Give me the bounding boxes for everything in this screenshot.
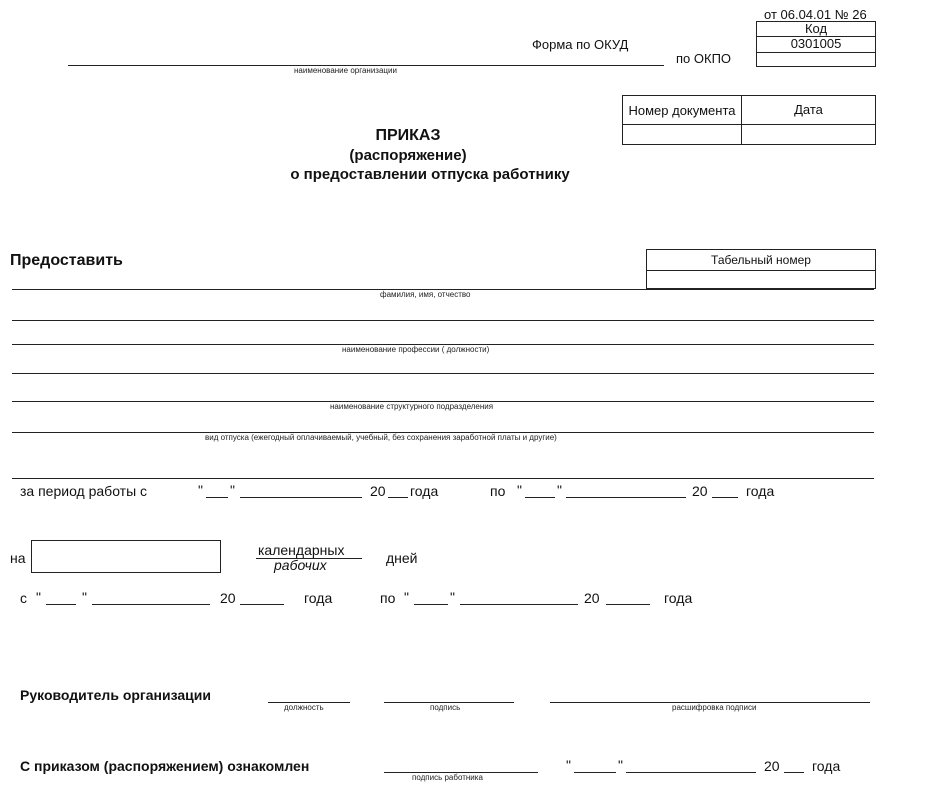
leave-type-line-2[interactable]: [12, 478, 874, 479]
profession-caption: наименование профессии ( должности): [342, 345, 490, 354]
tab-number-header: Табельный номер: [711, 253, 811, 267]
dates-from-label: с: [20, 590, 27, 606]
fio-line-2[interactable]: [12, 320, 874, 321]
days-count-box[interactable]: [31, 540, 221, 573]
period-label: за период работы с: [20, 483, 148, 499]
period-from-year-prefix: 20: [370, 483, 386, 499]
okpo-label: по ОКПО: [676, 51, 732, 66]
days-label: дней: [386, 550, 418, 566]
doc-number-date-table: [622, 95, 876, 145]
period-from-quote-open: ": [198, 482, 203, 498]
ack-quote-open: ": [566, 757, 571, 773]
head-decoding-caption: расшифровка подписи: [672, 703, 757, 712]
doc-number-header: Номер документа: [628, 102, 736, 118]
title-prikaz: ПРИКАЗ: [375, 127, 441, 144]
code-label: Код: [804, 21, 828, 36]
dates-from-year-field[interactable]: [240, 604, 284, 605]
period-from-year-suffix: года: [410, 483, 439, 499]
dates-from-quote-open: ": [36, 589, 41, 605]
period-to-year-suffix: года: [746, 483, 775, 499]
head-position-caption: должность: [284, 703, 324, 712]
ack-month-field[interactable]: [626, 772, 756, 773]
dates-to-quote-close: ": [450, 589, 455, 605]
period-to-year-field[interactable]: [712, 497, 738, 498]
working-days-label: рабочих: [274, 557, 327, 573]
org-name-caption: наименование организации: [294, 66, 397, 75]
ack-quote-close: ": [618, 757, 623, 773]
period-to-day-field[interactable]: [525, 497, 555, 498]
leave-type-caption: вид отпуска (ежегодный оплачиваемый, учебный, без сохранения заработной платы и другие): [205, 433, 557, 442]
period-from-day-field[interactable]: [206, 497, 228, 498]
dates-to-year-suffix: года: [664, 590, 693, 606]
ack-year-prefix: 20: [764, 758, 780, 774]
dates-from-year-suffix: года: [304, 590, 333, 606]
okud-code-box: [756, 21, 876, 67]
dates-to-quote-open: ": [404, 589, 409, 605]
form-approval-date: от 06.04.01 № 26: [764, 7, 867, 22]
dates-from-quote-close: ": [82, 589, 87, 605]
doc-date-cell[interactable]: [744, 126, 873, 142]
head-of-org-label: Руководитель организации: [20, 687, 211, 703]
okud-code-value: 0301005: [790, 36, 842, 51]
grant-label: Предоставить: [10, 252, 123, 269]
period-to-quote-open: ": [517, 482, 522, 498]
duration-na-label: на: [10, 550, 26, 566]
acquainted-label: С приказом (распоряжением) ознакомлен: [20, 758, 310, 774]
dates-to-month-field[interactable]: [460, 604, 578, 605]
tab-number-box: [646, 249, 876, 289]
ack-year-field[interactable]: [784, 772, 804, 773]
period-to-quote-close: ": [557, 482, 562, 498]
period-to-label: по: [490, 483, 506, 499]
profession-line-2[interactable]: [12, 373, 874, 374]
ack-day-field[interactable]: [574, 772, 616, 773]
fio-caption: фамилия, имя, отчество: [380, 290, 471, 299]
period-to-month-field[interactable]: [566, 497, 686, 498]
head-signature-caption: подпись: [430, 703, 461, 712]
period-from-quote-close: ": [230, 482, 235, 498]
doc-date-header: Дата: [794, 102, 823, 117]
calendar-days-label: календарных: [258, 542, 345, 558]
dates-from-month-field[interactable]: [92, 604, 210, 605]
dates-from-day-field[interactable]: [46, 604, 76, 605]
period-from-year-field[interactable]: [388, 497, 408, 498]
employee-signature-caption: подпись работника: [412, 773, 483, 782]
dates-to-year-prefix: 20: [584, 590, 600, 606]
title-rasporyazhenie: (распоряжение): [349, 147, 467, 164]
okud-label: Форма по ОКУД: [532, 37, 629, 52]
dates-to-year-field[interactable]: [606, 604, 650, 605]
dates-to-day-field[interactable]: [414, 604, 448, 605]
dates-from-year-prefix: 20: [220, 590, 236, 606]
tab-number-cell[interactable]: [649, 272, 873, 286]
doc-number-cell[interactable]: [625, 126, 739, 142]
ack-year-suffix: года: [812, 758, 841, 774]
department-caption: наименование структурного подразделения: [330, 402, 494, 411]
period-from-month-field[interactable]: [240, 497, 362, 498]
title-subject: о предоставлении отпуска работнику: [290, 166, 570, 183]
period-to-year-prefix: 20: [692, 483, 708, 499]
dates-to-label: по: [380, 590, 396, 606]
